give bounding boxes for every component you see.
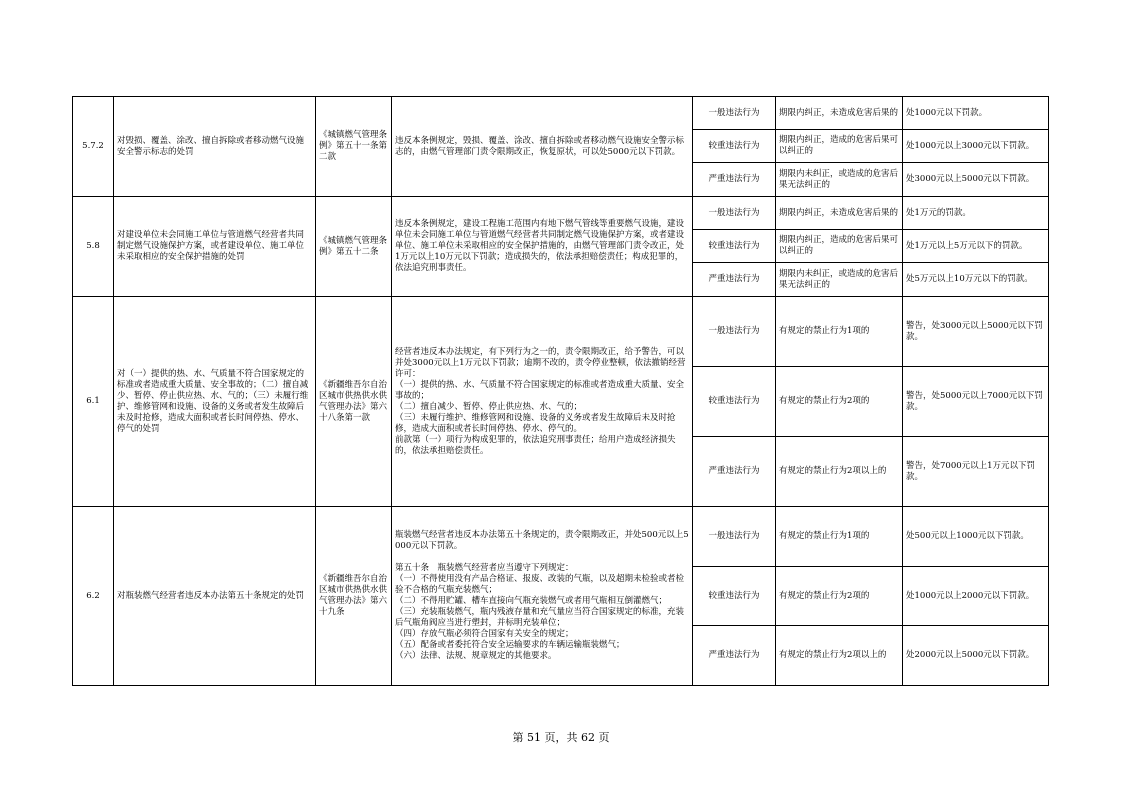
penalty-item: 对建设单位未会同施工单位与管道燃气经营者共同制定燃气设施保护方案，或者建设单位、施工单位未采取相应的安全保护措施的处罚 xyxy=(114,197,316,297)
violation-circumstance: 期限内未纠正，或造成的危害后果无法纠正的 xyxy=(776,163,903,197)
provision-paragraph: （四）存放气瓶必须符合国家有关安全的规定； xyxy=(395,629,574,639)
item-number: 6.1 xyxy=(73,297,114,507)
penalty-amount: 警告，处7000元以上1万元以下罚款。 xyxy=(903,437,1049,507)
violation-circumstance: 期限内未纠正，或造成的危害后果无法纠正的 xyxy=(776,263,903,297)
penalty-amount: 处5万元以上10万元以下的罚款。 xyxy=(903,263,1049,297)
provision-paragraph: 瓶装燃气经营者违反本办法第五十条规定的，责令限期改正，并处500元以上5000元以下罚款。 xyxy=(395,530,689,551)
violation-level: 较重违法行为 xyxy=(693,230,776,263)
penalty-standards-table xyxy=(72,96,1049,686)
violation-circumstance: 期限内纠正，造成的危害后果可以纠正的 xyxy=(776,130,903,163)
violation-level: 一般违法行为 xyxy=(693,97,776,130)
legal-basis: 《城镇燃气管理条例》第五十一条第二款 xyxy=(316,97,392,197)
legal-basis: 《新疆维吾尔自治区城市供热供水供气管理办法》第六十九条 xyxy=(316,507,392,686)
provision-paragraph: （六）法律、法规、规章规定的其他要求。 xyxy=(395,651,557,661)
legal-provision-text xyxy=(392,197,693,297)
penalty-amount: 警告，处5000元以上7000元以下罚款。 xyxy=(903,367,1049,437)
legal-basis: 《城镇燃气管理条例》第五十二条 xyxy=(316,197,392,297)
legal-provision-text xyxy=(392,507,693,686)
violation-level: 严重违法行为 xyxy=(693,437,776,507)
table-row xyxy=(73,507,1049,567)
provision-paragraph: 第五十条 瓶装燃气经营者应当遵守下列规定： xyxy=(395,563,574,573)
violation-circumstance: 有规定的禁止行为1项的 xyxy=(776,297,903,367)
penalty-amount: 处1000元以下罚款。 xyxy=(903,97,1049,130)
violation-level: 严重违法行为 xyxy=(693,263,776,297)
table-row xyxy=(73,197,1049,230)
violation-circumstance: 有规定的禁止行为2项以上的 xyxy=(776,437,903,507)
violation-level: 较重违法行为 xyxy=(693,567,776,626)
violation-circumstance: 期限内纠正，未造成危害后果的 xyxy=(776,97,903,130)
violation-circumstance: 有规定的禁止行为2项的 xyxy=(776,567,903,626)
penalty-amount: 处500元以上1000元以下罚款。 xyxy=(903,507,1049,567)
provision-paragraph: 违反本条例规定，毁损、覆盖、涂改、擅自拆除或者移动燃气设施安全警示标志的，由燃气管理部门责令限期改正，恢复原状，可以处5000元以下罚款。 xyxy=(395,135,685,157)
provision-paragraph: （一）不得使用没有产品合格证、报废、改装的气瓶，以及超期未检验或者检验不合格的气瓶充装燃气； xyxy=(395,574,685,595)
item-number: 6.2 xyxy=(73,507,114,686)
legal-provision-text xyxy=(392,97,693,197)
penalty-item: 对毁损、覆盖、涂改、擅自拆除或者移动燃气设施安全警示标志的处罚 xyxy=(114,97,316,197)
violation-level: 一般违法行为 xyxy=(693,197,776,230)
violation-circumstance: 有规定的禁止行为1项的 xyxy=(776,507,903,567)
item-number: 5.8 xyxy=(73,197,114,297)
violation-circumstance: 期限内纠正，造成的危害后果可以纠正的 xyxy=(776,230,903,263)
penalty-amount: 处1000元以上2000元以下罚款。 xyxy=(903,567,1049,626)
legal-provision-text xyxy=(392,297,693,507)
penalty-amount: 处1万元的罚款。 xyxy=(903,197,1049,230)
violation-circumstance: 有规定的禁止行为2项的 xyxy=(776,367,903,437)
provision-paragraph: （三）充装瓶装燃气，瓶内残液存量和充气量应当符合国家规定的标准，充装后气瓶角阀应当进行塑封，并标明充装单位； xyxy=(395,607,685,628)
penalty-amount: 处2000元以上5000元以下罚款。 xyxy=(903,626,1049,686)
provision-paragraph xyxy=(395,552,689,563)
provision-paragraph: （二）不得用贮罐、槽车直接向气瓶充装燃气或者用气瓶相互倒灌燃气； xyxy=(395,596,668,606)
penalty-amount: 处1000元以上3000元以下罚款。 xyxy=(903,130,1049,163)
violation-level: 较重违法行为 xyxy=(693,130,776,163)
table-row xyxy=(73,97,1049,130)
violation-level: 一般违法行为 xyxy=(693,507,776,567)
legal-basis: 《新疆维吾尔自治区城市供热供水供气管理办法》第六十八条第一款 xyxy=(316,297,392,507)
penalty-amount: 处3000元以上5000元以下罚款。 xyxy=(903,163,1049,197)
violation-circumstance: 期限内纠正，未造成危害后果的 xyxy=(776,197,903,230)
violation-level: 严重违法行为 xyxy=(693,163,776,197)
page-number: 第 51 页，共 62 页 xyxy=(512,731,610,744)
provision-paragraph: 经营者违反本办法规定，有下列行为之一的，责令限期改正，给予警告，可以并处3000元以上1万元以下罚款；逾期不改的，责令停业整顿，依法撤销经营许可： xyxy=(395,346,686,379)
provision-paragraph: 前款第（一）项行为构成犯罪的，依法追究刑事责任；给用户造成经济损失的，依法承担赔偿责任。 xyxy=(395,434,676,456)
provision-paragraph: （二）擅自减少、暂停、停止供应热、水、气的； xyxy=(395,401,583,412)
penalty-item: 对（一）提供的热、水、气质量不符合国家规定的标准或者造成重大质量、安全事故的；（二）擅自减少、暂停、停止供应热、水、气的；（三）未履行维护、维修管网和设施、设备的义务或者发生故障后未及时抢修，造成大面积或者长时间停热、停水、停气的处罚 xyxy=(114,297,316,507)
provision-paragraph: 违反本条例规定，建设工程施工范围内有地下燃气管线等重要燃气设施，建设单位未会同施工单位与管道燃气经营者共同制定燃气设施保护方案，或者建设单位、施工单位未采取相应的安全保护措施的，由燃气管理部门责令改正，处1万元以上10万元以下罚款；造成损失的，依法承担赔偿责任；构成犯罪的，依法追究刑事责任。 xyxy=(395,219,685,273)
violation-level: 一般违法行为 xyxy=(693,297,776,367)
penalty-amount: 警告，处3000元以上5000元以下罚款。 xyxy=(903,297,1049,367)
provision-paragraph: （一）提供的热、水、气质量不符合国家规定的标准或者造成重大质量、安全事故的； xyxy=(395,379,685,401)
table-body xyxy=(73,97,1049,686)
provision-paragraph: （五）配备或者委托符合安全运输要求的车辆运输瓶装燃气； xyxy=(395,640,625,650)
table-row xyxy=(73,297,1049,367)
penalty-item: 对瓶装燃气经营者违反本办法第五十条规定的处罚 xyxy=(114,507,316,686)
penalty-amount: 处1万元以上5万元以下的罚款。 xyxy=(903,230,1049,263)
violation-level: 严重违法行为 xyxy=(693,626,776,686)
violation-level: 较重违法行为 xyxy=(693,367,776,437)
item-number: 5.7.2 xyxy=(73,97,114,197)
violation-circumstance: 有规定的禁止行为2项以上的 xyxy=(776,626,903,686)
provision-paragraph: （三）未履行维护、维修管网和设施、设备的义务或者发生故障后未及时抢修，造成大面积或者长时间停热、停水、停气的。 xyxy=(395,412,676,434)
